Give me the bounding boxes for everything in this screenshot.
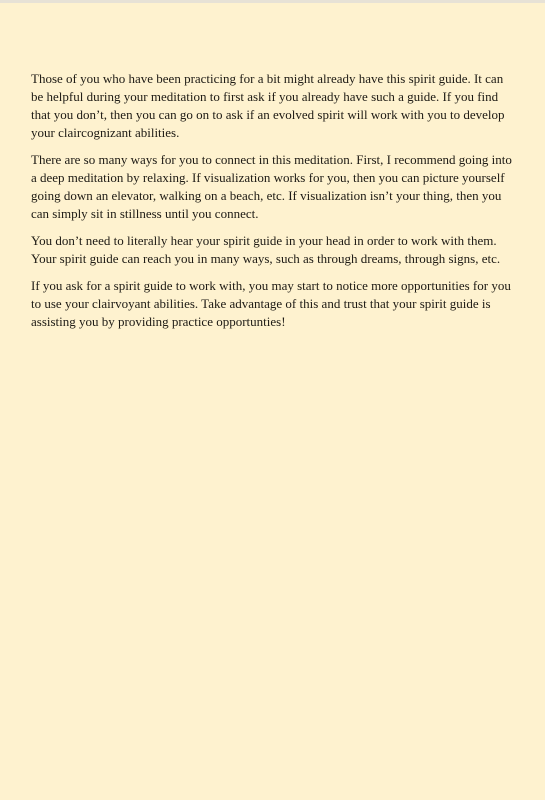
book-page[interactable] — [0, 3, 545, 800]
paragraph-2: There are so many ways for you to connect in this meditation. First, I recommend going into a deep meditation by relaxing. If visualization works for you, then you can picture yourself going down an elevator, walking on a beach, etc. If visualization isn’t your thing, then you can simply sit in stillness until you connect. — [31, 152, 512, 221]
page-text — [31, 70, 515, 340]
paragraph-1: Those of you who have been practicing for a bit might already have this spirit guide. It can be helpful during your meditation to first ask if you already have such a guide. If you find that you don’t, then you can go on to ask if an evolved spirit will work with you to develop your claircognizant abilities. — [31, 71, 505, 140]
paragraph-3: You don’t need to literally hear your spirit guide in your head in order to work with them. Your spirit guide can reach you in many ways, such as through dreams, through signs, etc. — [31, 233, 501, 266]
paragraph-4: If you ask for a spirit guide to work with, you may start to notice more opportunities for you to use your clairvoyant abilities. Take advantage of this and trust that your spirit guide is assisting you by providing practice opportunties! — [31, 278, 511, 329]
